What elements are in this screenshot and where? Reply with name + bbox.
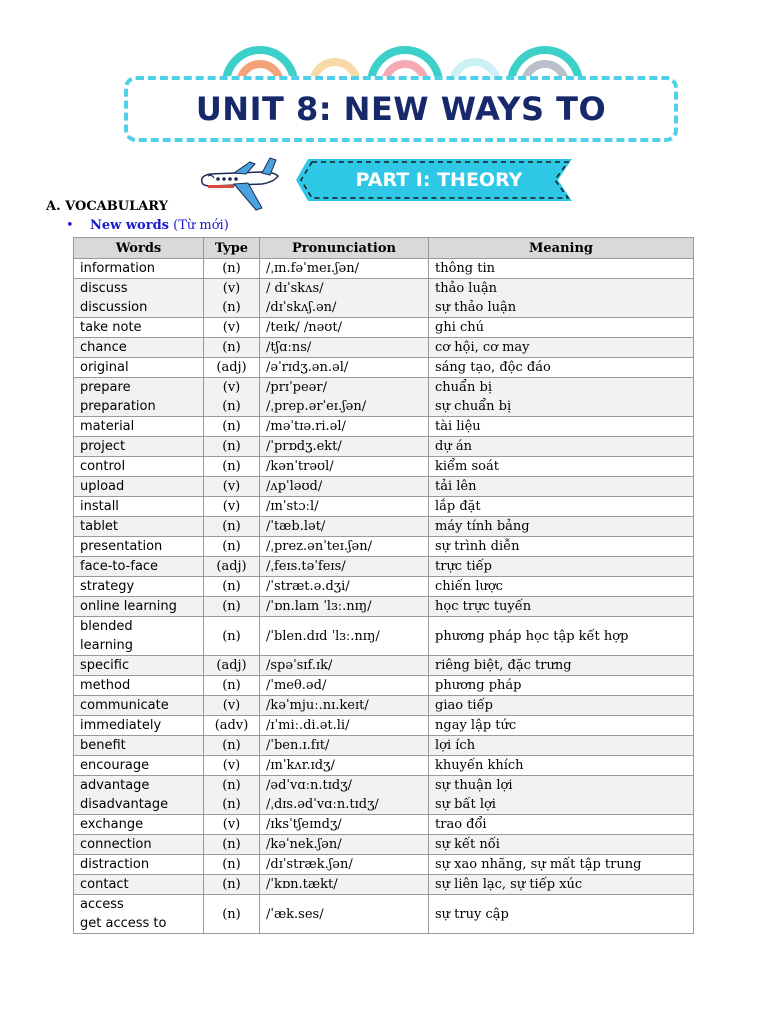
vocabulary-table: [73, 237, 694, 934]
meaning-cell: [429, 597, 694, 617]
meaning-cell-line: trao đổi: [435, 817, 487, 832]
pronunciation-cell-line: /ˌdɪs.ədˈvɑːn.tɪdʒ/: [266, 797, 379, 812]
pronunciation-cell-line: /ʌpˈləʊd/: [266, 479, 323, 494]
type-cell-line: (n): [222, 797, 241, 812]
type-cell: [204, 537, 260, 557]
pronunciation-cell-line: /ɪˈmiː.di.ət.li/: [266, 718, 350, 733]
column-header-pronunciation: Pronunciation: [260, 238, 429, 259]
word-cell-line: information: [80, 261, 156, 276]
meaning-cell-line: sự thảo luận: [435, 300, 517, 315]
pronunciation-cell: [260, 716, 429, 736]
type-cell-line: (n): [222, 459, 241, 474]
meaning-cell-line: học trực tuyến: [435, 599, 532, 614]
table-row: [74, 895, 694, 934]
type-cell: [204, 656, 260, 676]
type-cell: [204, 497, 260, 517]
table-row: [74, 855, 694, 875]
meaning-cell: [429, 716, 694, 736]
meaning-cell-line: trực tiếp: [435, 559, 492, 574]
table-row: [74, 597, 694, 617]
pronunciation-cell-line: /ˌɪn.fəˈmeɪ.ʃən/: [266, 261, 359, 276]
word-cell-line: specific: [80, 658, 130, 673]
meaning-cell-line: sự xao nhãng, sự mất tập trung: [435, 857, 642, 872]
type-cell-line: (adj): [216, 559, 247, 574]
type-cell: [204, 617, 260, 656]
pronunciation-cell-line: /ˈstræt.ə.dʒi/: [266, 579, 350, 594]
meaning-cell: [429, 676, 694, 696]
pronunciation-cell-line: /ˈblen.dɪd ˈlɜː.nɪŋ/: [266, 628, 380, 644]
word-cell-line: tablet: [80, 519, 119, 534]
meaning-cell: [429, 557, 694, 577]
word-cell-line: online learning: [80, 599, 177, 614]
word-cell-line: distraction: [80, 857, 150, 872]
word-cell: [74, 736, 204, 756]
type-cell-line: (v): [222, 320, 241, 335]
table-row: [74, 497, 694, 517]
meaning-cell-line: sáng tạo, độc đáo: [435, 360, 551, 375]
meaning-cell: [429, 417, 694, 437]
section-heading: A. VOCABULARY: [46, 199, 168, 214]
word-cell-line: take note: [80, 320, 142, 335]
type-cell: [204, 279, 260, 318]
pronunciation-cell: [260, 835, 429, 855]
type-cell-line: (v): [222, 281, 241, 296]
meaning-cell: [429, 577, 694, 597]
table-row: [74, 736, 694, 756]
table-row: [74, 815, 694, 835]
meaning-cell: [429, 617, 694, 656]
table-row: [74, 696, 694, 716]
word-cell-line: project: [80, 439, 126, 454]
meaning-cell-line: thông tin: [435, 261, 496, 276]
word-cell-line: discussion: [80, 300, 148, 315]
word-cell-line: discuss: [80, 281, 128, 296]
type-cell: [204, 776, 260, 815]
word-cell-line: material: [80, 419, 135, 434]
word-cell-line: prepare: [80, 380, 131, 395]
table-row: [74, 457, 694, 477]
meaning-cell: [429, 776, 694, 815]
meaning-cell: [429, 656, 694, 676]
pronunciation-cell-line: /kənˈtrəʊl/: [266, 459, 334, 474]
meaning-cell-line: sự liên lạc, sự tiếp xúc: [435, 877, 583, 892]
pronunciation-cell-line: /ˌprez.ənˈteɪ.ʃən/: [266, 539, 372, 554]
pronunciation-cell: [260, 437, 429, 457]
table-row: [74, 437, 694, 457]
type-cell: [204, 338, 260, 358]
type-cell: [204, 835, 260, 855]
table-row: [74, 318, 694, 338]
meaning-cell: [429, 736, 694, 756]
table-row: [74, 279, 694, 318]
pronunciation-cell-line: /əˈrɪdʒ.ən.əl/: [266, 360, 349, 375]
meaning-cell-line: sự kết nối: [435, 837, 500, 852]
type-cell-line: (v): [222, 817, 241, 832]
pronunciation-cell: [260, 517, 429, 537]
word-cell-line: communicate: [80, 698, 169, 713]
pronunciation-cell-line: /ɪnˈstɔːl/: [266, 499, 319, 514]
type-cell-line: (n): [222, 439, 241, 454]
pronunciation-cell-line: /ˈtæb.lət/: [266, 519, 326, 534]
meaning-cell: [429, 517, 694, 537]
word-cell: [74, 875, 204, 895]
pronunciation-cell: [260, 279, 429, 318]
type-cell: [204, 457, 260, 477]
table-row: [74, 676, 694, 696]
word-cell-line: presentation: [80, 539, 163, 554]
meaning-cell: [429, 895, 694, 934]
type-cell-line: (n): [222, 579, 241, 594]
table-row: [74, 417, 694, 437]
table-row: [74, 617, 694, 656]
type-cell-line: (n): [222, 877, 241, 892]
word-cell-line: blended: [80, 619, 133, 634]
type-cell: [204, 577, 260, 597]
meaning-cell-line: sự bất lợi: [435, 797, 496, 812]
type-cell-line: (adj): [216, 360, 247, 375]
pronunciation-cell-line: /ˈben.ɪ.fɪt/: [266, 738, 330, 753]
word-cell: [74, 656, 204, 676]
type-cell: [204, 696, 260, 716]
word-cell: [74, 477, 204, 497]
meaning-cell-line: sự thuận lợi: [435, 778, 513, 793]
meaning-cell-line: lợi ích: [435, 738, 476, 753]
table-row: [74, 557, 694, 577]
pronunciation-cell: [260, 378, 429, 417]
table-row: [74, 577, 694, 597]
pronunciation-cell-line: /dɪˈstræk.ʃən/: [266, 857, 353, 872]
pronunciation-cell-line: /kəˈmjuː.nɪ.keɪt/: [266, 698, 369, 713]
meaning-cell: [429, 259, 694, 279]
table-row: [74, 835, 694, 855]
meaning-cell: [429, 279, 694, 318]
word-cell: [74, 696, 204, 716]
pronunciation-cell-line: /kəˈnek.ʃən/: [266, 837, 342, 852]
table-row: [74, 716, 694, 736]
table-row: [74, 656, 694, 676]
table-row: [74, 378, 694, 417]
meaning-cell-line: sự truy cập: [435, 906, 509, 922]
meaning-cell: [429, 318, 694, 338]
pronunciation-cell: [260, 577, 429, 597]
meaning-cell-line: phương pháp học tập kết hợp: [435, 628, 629, 644]
word-cell-line: contact: [80, 877, 129, 892]
pronunciation-cell-line: /ˈmeθ.əd/: [266, 678, 327, 693]
type-cell: [204, 815, 260, 835]
pronunciation-cell: [260, 318, 429, 338]
meaning-cell: [429, 696, 694, 716]
meaning-cell-line: sự chuẩn bị: [435, 399, 512, 414]
type-cell: [204, 756, 260, 776]
type-cell-line: (n): [222, 539, 241, 554]
word-cell-line: connection: [80, 837, 152, 852]
pronunciation-cell-line: /teɪk/ /nəʊt/: [266, 320, 342, 335]
meaning-cell: [429, 457, 694, 477]
meaning-cell-line: giao tiếp: [435, 698, 493, 713]
type-cell-line: (n): [222, 419, 241, 434]
word-cell-line: benefit: [80, 738, 126, 753]
word-cell-line: disadvantage: [80, 797, 169, 812]
type-cell-line: (v): [222, 479, 241, 494]
word-cell: [74, 815, 204, 835]
new-words-item: [66, 218, 229, 233]
pronunciation-cell-line: /dɪˈskʌʃ.ən/: [266, 300, 337, 315]
column-header-words: Words: [74, 238, 204, 259]
word-cell-line: advantage: [80, 778, 150, 793]
table-row: [74, 517, 694, 537]
column-header-meaning: Meaning: [429, 238, 694, 259]
table-row: [74, 776, 694, 815]
pronunciation-cell-line: /ɪksˈtʃeɪndʒ/: [266, 817, 342, 832]
part-banner: PART I: THEORY: [355, 169, 523, 191]
word-cell-line: method: [80, 678, 131, 693]
pronunciation-cell: [260, 776, 429, 815]
word-cell: [74, 517, 204, 537]
meaning-cell: [429, 835, 694, 855]
meaning-cell: [429, 358, 694, 378]
word-cell: [74, 338, 204, 358]
pronunciation-cell: [260, 597, 429, 617]
word-cell-line: install: [80, 499, 119, 514]
type-cell-line: (v): [222, 758, 241, 773]
type-cell-line: (v): [222, 380, 241, 395]
type-cell: [204, 378, 260, 417]
airplane-icon: [198, 154, 282, 214]
pronunciation-cell: [260, 676, 429, 696]
bullet-icon: •: [66, 218, 74, 233]
type-cell-line: (n): [222, 399, 241, 414]
meaning-cell-line: cơ hội, cơ may: [435, 340, 530, 355]
table-row: [74, 537, 694, 557]
pronunciation-cell-line: /məˈtɪə.ri.əl/: [266, 419, 346, 434]
meaning-cell-line: thảo luận: [435, 281, 497, 296]
pronunciation-cell: [260, 259, 429, 279]
type-cell-line: (n): [222, 738, 241, 753]
pronunciation-cell-line: /tʃɑːns/: [266, 340, 312, 355]
type-cell-line: (n): [222, 340, 241, 355]
pronunciation-cell: [260, 358, 429, 378]
word-cell-line: original: [80, 360, 129, 375]
pronunciation-cell-line: /ɪnˈkʌr.ɪdʒ/: [266, 758, 335, 773]
pronunciation-cell-line: /ədˈvɑːn.tɪdʒ/: [266, 778, 352, 793]
new-words-translation: (Từ mới): [173, 218, 229, 233]
type-cell: [204, 597, 260, 617]
word-cell: [74, 497, 204, 517]
type-cell: [204, 517, 260, 537]
meaning-cell: [429, 497, 694, 517]
meaning-cell-line: phương pháp: [435, 678, 522, 693]
type-cell: [204, 895, 260, 934]
type-cell: [204, 358, 260, 378]
word-cell-line: get access to: [80, 916, 167, 931]
word-cell-line: preparation: [80, 399, 156, 414]
word-cell: [74, 835, 204, 855]
type-cell: [204, 417, 260, 437]
word-cell-line: encourage: [80, 758, 150, 773]
word-cell: [74, 537, 204, 557]
word-cell-line: exchange: [80, 817, 144, 832]
type-cell-line: (v): [222, 499, 241, 514]
type-cell-line: (v): [222, 698, 241, 713]
table-row: [74, 477, 694, 497]
meaning-cell-line: tải lên: [435, 479, 477, 494]
type-cell-line: (adj): [216, 658, 247, 673]
table-row: [74, 358, 694, 378]
word-cell: [74, 776, 204, 815]
type-cell-line: (n): [222, 300, 241, 315]
type-cell-line: (n): [222, 678, 241, 693]
type-cell: [204, 676, 260, 696]
type-cell-line: (n): [222, 837, 241, 852]
type-cell: [204, 477, 260, 497]
meaning-cell-line: dự án: [435, 439, 472, 454]
word-cell: [74, 557, 204, 577]
pronunciation-cell-line: / dɪˈskʌs/: [266, 281, 324, 296]
type-cell: [204, 736, 260, 756]
word-cell: [74, 597, 204, 617]
meaning-cell: [429, 855, 694, 875]
meaning-cell: [429, 477, 694, 497]
word-cell: [74, 676, 204, 696]
table-body: [74, 259, 694, 934]
meaning-cell-line: ngay lập tức: [435, 718, 517, 733]
meaning-cell-line: khuyến khích: [435, 758, 524, 773]
pronunciation-cell: [260, 457, 429, 477]
pronunciation-cell-line: /prɪˈpeər/: [266, 380, 327, 395]
table-row: [74, 338, 694, 358]
word-cell-line: face-to-face: [80, 559, 159, 574]
word-cell: [74, 577, 204, 597]
word-cell: [74, 457, 204, 477]
word-cell-line: immediately: [80, 718, 162, 733]
word-cell-line: learning: [80, 638, 134, 653]
pronunciation-cell: [260, 736, 429, 756]
word-cell: [74, 417, 204, 437]
pronunciation-cell: [260, 417, 429, 437]
pronunciation-cell: [260, 617, 429, 656]
type-cell-line: (n): [222, 599, 241, 614]
word-cell-line: chance: [80, 340, 127, 355]
column-header-type: Type: [204, 238, 260, 259]
type-cell: [204, 557, 260, 577]
pronunciation-cell: [260, 497, 429, 517]
word-cell: [74, 617, 204, 656]
word-cell: [74, 259, 204, 279]
meaning-cell: [429, 875, 694, 895]
type-cell: [204, 716, 260, 736]
meaning-cell: [429, 815, 694, 835]
type-cell-line: (n): [222, 628, 241, 644]
type-cell-line: (n): [222, 857, 241, 872]
word-cell: [74, 716, 204, 736]
pronunciation-cell: [260, 656, 429, 676]
meaning-cell-line: kiểm soát: [435, 459, 499, 474]
pronunciation-cell: [260, 756, 429, 776]
meaning-cell: [429, 537, 694, 557]
word-cell: [74, 279, 204, 318]
meaning-cell: [429, 437, 694, 457]
pronunciation-cell: [260, 557, 429, 577]
type-cell-line: (n): [222, 519, 241, 534]
table-row: [74, 259, 694, 279]
pronunciation-cell: [260, 855, 429, 875]
pronunciation-cell-line: /ˈæk.ses/: [266, 906, 324, 922]
pronunciation-cell-line: /ˌfeɪs.təˈfeɪs/: [266, 559, 346, 574]
word-cell: [74, 855, 204, 875]
type-cell: [204, 875, 260, 895]
word-cell: [74, 378, 204, 417]
meaning-cell-line: lắp đặt: [435, 499, 481, 514]
pronunciation-cell: [260, 537, 429, 557]
type-cell: [204, 259, 260, 279]
word-cell: [74, 756, 204, 776]
meaning-cell-line: ghi chú: [435, 320, 485, 335]
meaning-cell-line: sự trình diễn: [435, 539, 520, 554]
table-header-row: [74, 238, 694, 259]
pronunciation-cell: [260, 875, 429, 895]
word-cell-line: strategy: [80, 579, 135, 594]
word-cell-line: access: [80, 897, 124, 912]
word-cell-line: control: [80, 459, 126, 474]
type-cell: [204, 437, 260, 457]
page-title: UNIT 8: NEW WAYS TO: [195, 90, 607, 128]
type-cell-line: (n): [222, 778, 241, 793]
meaning-cell-line: chiến lược: [435, 579, 503, 594]
pronunciation-cell-line: /ˈkɒn.tækt/: [266, 877, 338, 892]
type-cell: [204, 318, 260, 338]
meaning-cell: [429, 378, 694, 417]
pronunciation-cell: [260, 338, 429, 358]
word-cell-line: upload: [80, 479, 125, 494]
type-cell-line: (n): [222, 906, 241, 922]
word-cell: [74, 895, 204, 934]
type-cell-line: (adv): [214, 718, 249, 733]
new-words-label: New words: [90, 218, 169, 233]
pronunciation-cell: [260, 815, 429, 835]
meaning-cell: [429, 338, 694, 358]
pronunciation-cell-line: /ˈɒn.laɪn ˈlɜː.nɪŋ/: [266, 599, 372, 614]
pronunciation-cell: [260, 895, 429, 934]
title-box: [124, 76, 678, 142]
word-cell: [74, 318, 204, 338]
pronunciation-cell: [260, 477, 429, 497]
pronunciation-cell-line: /spəˈsɪf.ɪk/: [266, 658, 333, 673]
meaning-cell-line: chuẩn bị: [435, 380, 492, 395]
meaning-cell-line: tài liệu: [435, 419, 481, 434]
pronunciation-cell: [260, 696, 429, 716]
table-row: [74, 756, 694, 776]
type-cell: [204, 855, 260, 875]
word-cell: [74, 437, 204, 457]
pronunciation-cell-line: /ˌprep.ərˈeɪ.ʃən/: [266, 399, 367, 414]
meaning-cell-line: riêng biệt, đặc trưng: [435, 658, 572, 673]
type-cell-line: (n): [222, 261, 241, 276]
table-row: [74, 875, 694, 895]
meaning-cell: [429, 756, 694, 776]
meaning-cell-line: máy tính bảng: [435, 519, 530, 534]
word-cell: [74, 358, 204, 378]
pronunciation-cell-line: /ˈprɒdʒ.ekt/: [266, 439, 342, 454]
